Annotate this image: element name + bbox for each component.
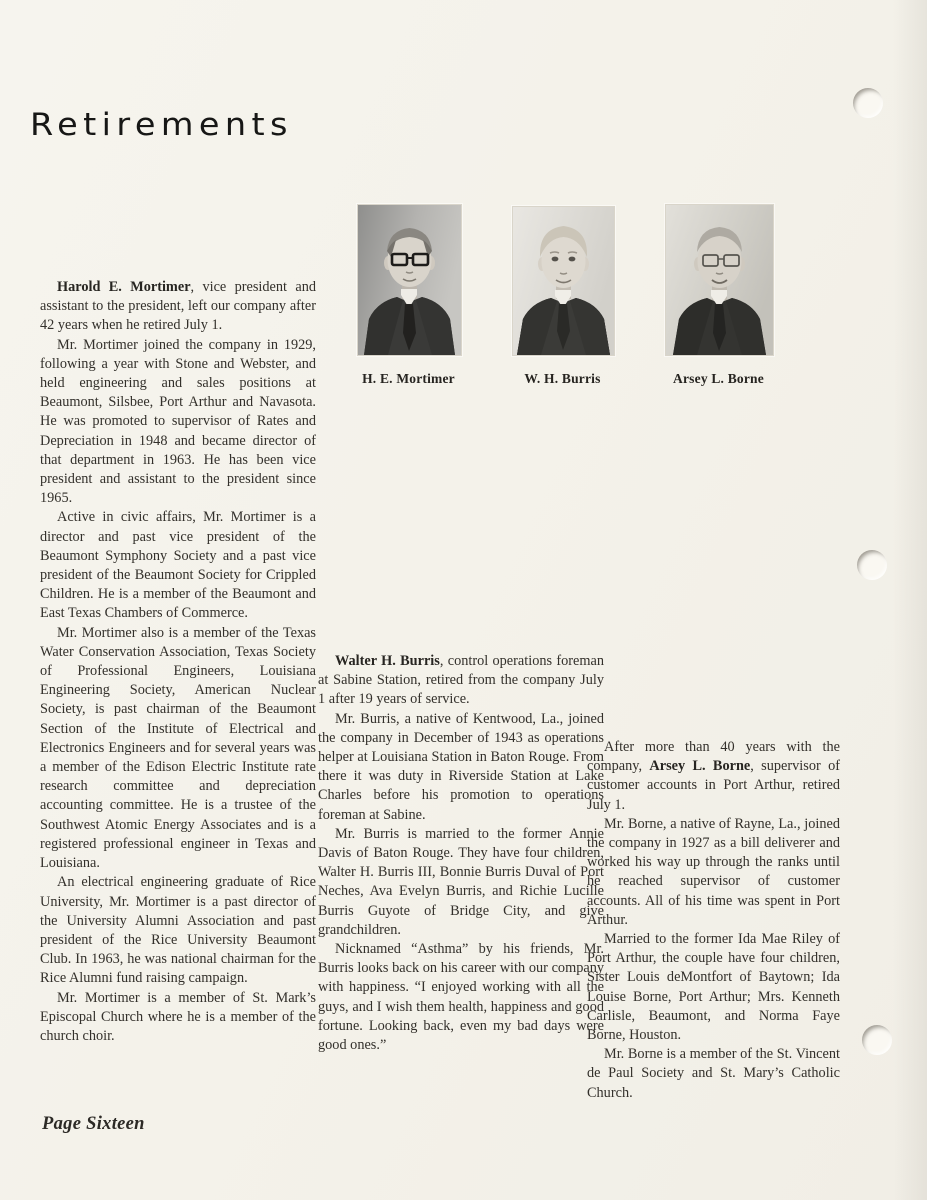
retiree-name-borne: Arsey L. Borne: [649, 758, 751, 775]
paragraph-text: , vice president and assistant to the president, left our company after 42 years when he retired July 1.: [40, 279, 316, 334]
photo-caption-borne: Arsey L. Borne: [673, 371, 764, 386]
photo-caption-burris: W. H. Burris: [524, 371, 601, 386]
page-number: Page Sixteen: [42, 1114, 145, 1134]
paragraph: [40, 278, 316, 336]
paragraph-text: After more than 40 years with the company,: [587, 739, 840, 775]
photo-caption-mortimer: H. E. Mortimer: [362, 371, 455, 386]
portrait-photo-burris: [512, 206, 613, 387]
paragraph: Married to the former Ida Mae Riley of Port Arthur, the couple have four children, Sister Louis deMontfort of Baytown; Ida Louise Borne, Port Arthur; Mrs. Kenneth Carlisle, Beaumont, and Norma Faye Borne, Houston.: [587, 931, 840, 1044]
paragraph: Mr. Mortimer also is a member of the Texas Water Conservation Association, Texas Society of Professional Engineers, Louisiana Engineering Society, American Nuclear Society, is past chairman of the Beaumont Section of the Institute of Electrical and Electronics Engineers and for several years was a member of the Edison Electric Institute rate research committee and depreciation accounting committee. He is a trustee of the Southwest Atomic Energy Associates and is a registered professional engineer in Texas and Louisiana.: [40, 624, 316, 872]
paragraph: [587, 738, 840, 815]
article-column-borne: [587, 738, 840, 1103]
paragraph-text: , supervisor of customer accounts in Port Arthur, retired July 1.: [587, 758, 840, 813]
paragraph-text: , control operations foreman at Sabine Station, retired from the company July 1 after 19 years of service.: [318, 653, 604, 708]
portrait-photo-borne: [665, 204, 772, 387]
paragraph: Mr. Mortimer joined the company in 1929, following a year with Stone and Webster, and held engineering and sales positions at Beaumont, Silsbee, Port Arthur and Navasota. He was promoted to supervisor of Rates and Depreciation in 1948 and became director of that department in 1963. He has been vice president and assistant to the president since 1965.: [40, 336, 316, 507]
portrait-photo-mortimer: [357, 204, 460, 387]
paragraph: Active in civic affairs, Mr. Mortimer is a director and past vice president of the Beaumont Symphony Society and a past vice president of the Beaumont Society for Crippled Children. He is a member of the Beaumont and East Texas Chambers of Commerce.: [40, 509, 316, 622]
portrait-image-borne: [665, 204, 774, 356]
paragraph: Mr. Borne, a native of Rayne, La., joined the company in 1927 as a bill deliverer and worked his way up through the ranks until he reached supervisor of customer accounts. All of his time was spent in Port Arthur.: [587, 815, 840, 928]
paragraph: Mr. Burris, a native of Kentwood, La., joined the company in December of 1943 as operations helper at Louisiana Station in Baton Rouge. From there it was duty in Riverside Station at Lake Charles before his promotion to operations foreman at Sabine.: [318, 710, 604, 823]
retiree-name-burris: Walter H. Burris: [335, 653, 440, 669]
paragraph: Mr. Burris is married to the former Annie Davis of Baton Rouge. They have four children, Walter H. Burris III, Bonnie Burris Duval of Port Neches, Ava Evelyn Burris, and Richie Lucille Burris Guyote of Bridge City, and give grandchildren.: [318, 825, 604, 938]
page-edge-shadow: [893, 0, 927, 1200]
portrait-image-burris: [512, 206, 615, 356]
article-column-burris: [318, 652, 604, 1055]
paragraph: [318, 652, 604, 710]
binder-punch-hole: [862, 1025, 892, 1055]
paragraph: An electrical engineering graduate of Rice University, Mr. Mortimer is a past director of the University Alumni Association and past president of the Rice University Beaumont Club. In 1963, he was national chairman for the Rice Alumni fund raising campaign.: [40, 874, 316, 987]
page-title: Retirements: [30, 106, 293, 143]
article-column-mortimer: [40, 278, 316, 1046]
paragraph: Mr. Borne is a member of the St. Vincent de Paul Society and St. Mary’s Catholic Church.: [587, 1046, 840, 1101]
binder-punch-hole: [853, 88, 883, 118]
binder-punch-hole: [857, 550, 887, 580]
paragraph: Nicknamed “Asthma” by his friends, Mr. Burris looks back on his career with our company with happiness. “I enjoyed working with all the guys, and I wish them health, happiness and good fortune. Looking back, even my bad days were good ones.”: [318, 941, 604, 1054]
retiree-name-mortimer: Harold E. Mortimer: [57, 279, 191, 295]
portrait-image-mortimer: [357, 204, 462, 356]
paragraph: Mr. Mortimer is a member of St. Mark’s Episcopal Church where he is a member of the church choir.: [40, 989, 316, 1044]
